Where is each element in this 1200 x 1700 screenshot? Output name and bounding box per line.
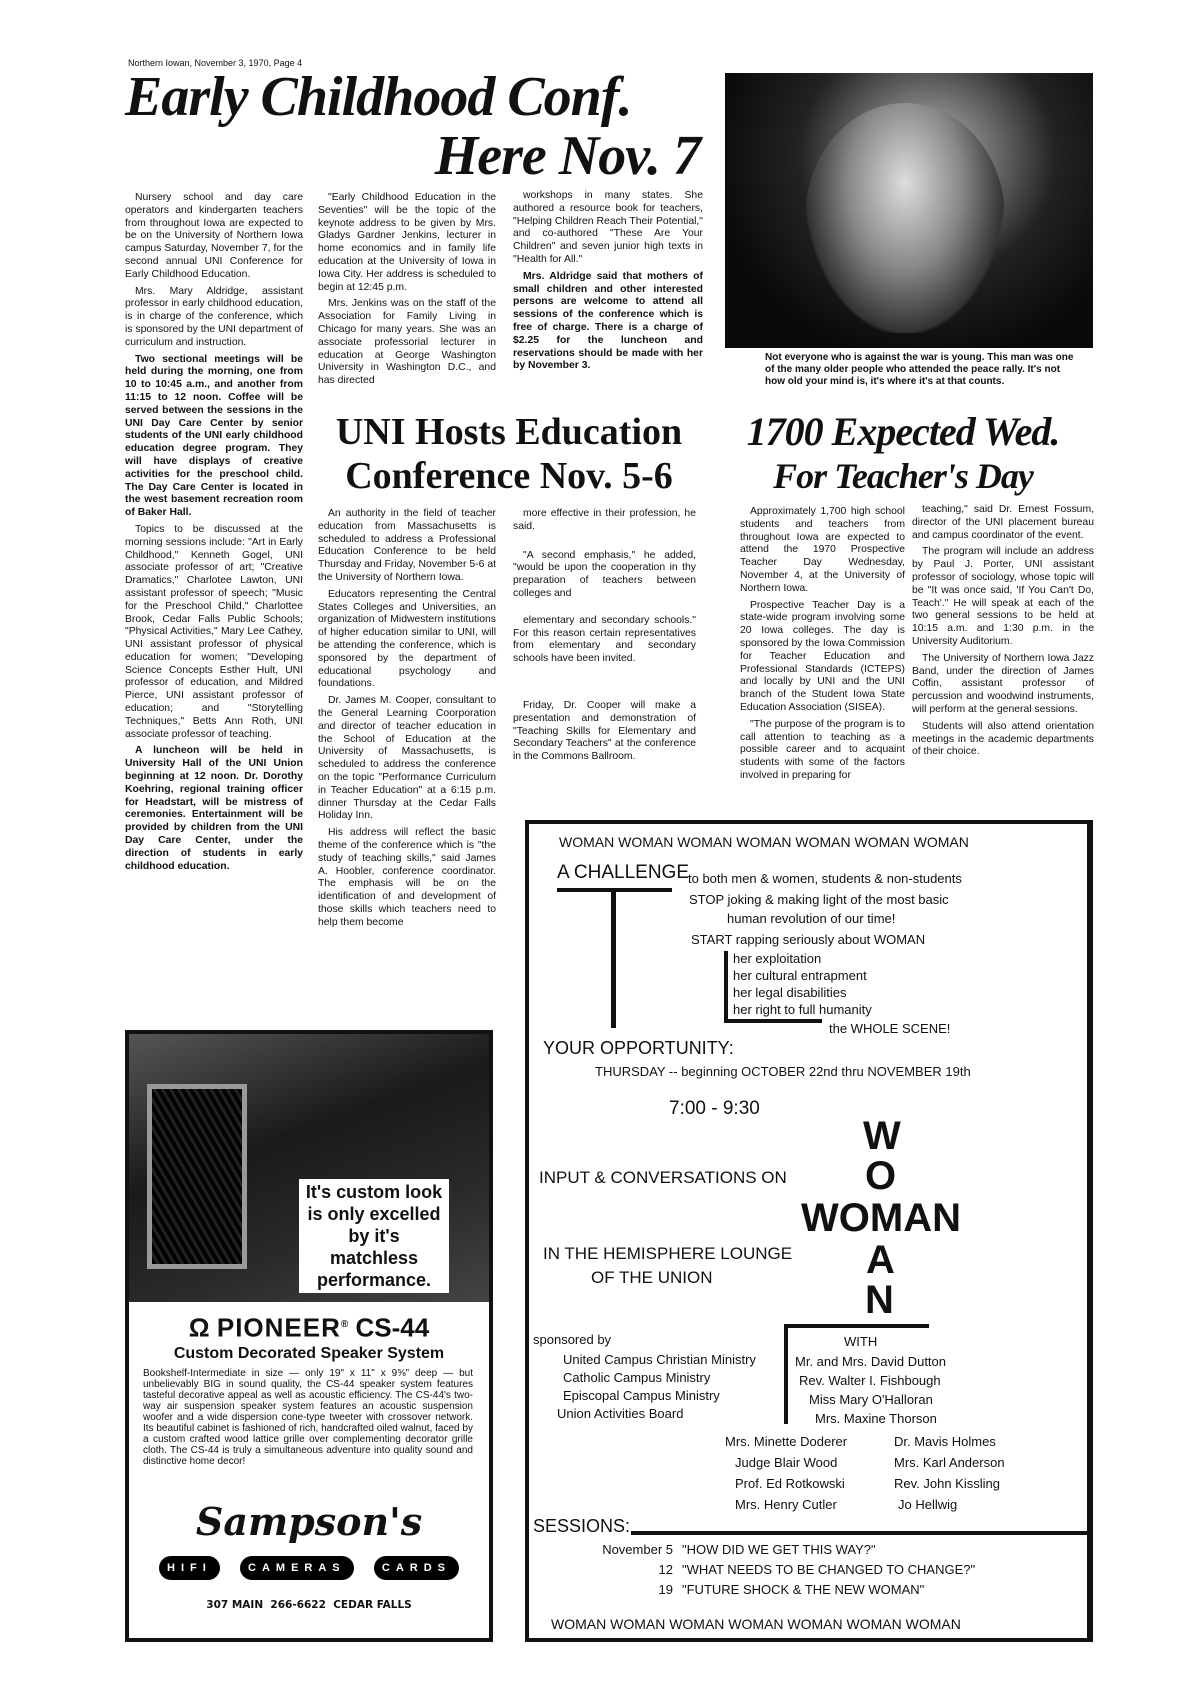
with-bracket-side: [784, 1324, 788, 1424]
headline-here-nov-7: Here Nov. 7: [434, 125, 700, 187]
photo-caption: Not everyone who is against the war is young. This man was one of the many older people who attended the peace rally. It's not how old your mind is, it's where it's at that counts.: [765, 352, 1074, 387]
bracket-horizontal: [724, 1019, 822, 1023]
headline-uni-hosts: [310, 410, 708, 498]
guest-name: Rev. John Kissling: [894, 1476, 1000, 1491]
with-bracket-top: [784, 1324, 929, 1328]
sessions-heading: SESSIONS:: [533, 1516, 631, 1536]
model-name: CS-44: [355, 1312, 430, 1343]
her-item: her exploitation: [733, 951, 822, 966]
woman-conversations-ad: [525, 820, 1093, 1642]
paragraph: Nursery school and day care operators and kindergarten teachers from throughout Iowa are expected to be on the University of Northern Iowa campus Saturday, November 7, for the second annual UNI Conference for Early Childhood Education.: [125, 192, 303, 280]
sponsored-by-label: sponsored by: [533, 1332, 612, 1347]
woman-banner-top: WOMAN WOMAN WOMAN WOMAN WOMAN WOMAN WOMAN: [559, 834, 969, 850]
paragraph: Dr. James M. Cooper, consultant to the General Learning Coorporation and director of teacher education in the School of Education at the University of Massachusetts, is scheduled to address the conference on the topic "Performance Curriculum in Teacher Education" at a 6:15 p.m. dinner Thursday at the Cedar Falls Holiday Inn.: [318, 695, 496, 822]
session-title: "FUTURE SHOCK & THE NEW WOMAN": [682, 1582, 925, 1597]
sampsons-logo: Sampson's: [195, 1499, 423, 1544]
paragraph: A luncheon will be held in University Hall of the UNI Union beginning at 12 noon. Dr. Dorothy Koehring, regional training officer for Headstart, will be mistress of ceremonies. Entertainment will be provided by children from the UNI Day Care Center, under the direction of students in early childhood education.: [125, 745, 303, 872]
paragraph: Students will also attend orientation meetings in the academic departments of their choice.: [912, 720, 1094, 758]
guest-name: Judge Blair Wood: [735, 1455, 838, 1470]
paragraph: more effective in their profession, he said.: [513, 508, 696, 532]
paragraph: Mrs. Mary Aldridge, assistant professor in early childhood education, is in charge of the conference, which is sponsored by the UNI department of curriculum and instruction.: [125, 285, 303, 348]
store-address: 307 MAIN 266-6622 CEDAR FALLS: [206, 1599, 412, 1611]
session-title: "HOW DID WE GET THIS WAY?": [682, 1542, 876, 1557]
headline-early-childhood: Early Childhood Conf.: [125, 66, 632, 128]
guest-name: Mrs. Minette Doderer: [725, 1434, 848, 1449]
your-opportunity-heading: YOUR OPPORTUNITY:: [543, 1038, 734, 1058]
early-childhood-column-1: [125, 192, 303, 877]
pioneer-omega-icon: Ω: [188, 1312, 217, 1343]
schedule-text: THURSDAY -- beginning OCTOBER 22nd thru NOVEMBER 19th: [595, 1064, 971, 1079]
sponsor: United Campus Christian Ministry: [563, 1352, 756, 1367]
vertical-letter: O: [865, 1154, 897, 1198]
location-line-2: OF THE UNION: [591, 1268, 713, 1287]
headline-line-2: Conference Nov. 5-6: [345, 455, 673, 497]
paragraph: Mrs. Aldridge said that mothers of small children and other interested persons are welcome to attend all sessions of the conference which is free of charge. There is a charge of $2.25 for the luncheon and reservations should be made with her by November 3.: [513, 270, 703, 372]
ad-body: Bookshelf-Intermediate in size — only 19" x 11" x 9⅝" deep — but unbelievably BIG in sound quality, the CS-44 speaker system features tasteful decorative appeal as well as acoustic efficiency. The CS-44's two-way air suspension speaker system features an acoustic suspension woofer and a wide dispersion cone-type tweeter with crossover network. Its beautiful cabinet is fashioned of rich, handcrafted oiled walnut, faced by a custom crafted wood lattice grille over complementing decorator grille cloth. The CS-44 is truly a simultaneous adventure into quality sound and distinctive home decor!: [143, 1368, 473, 1467]
vertical-letter: N: [865, 1278, 894, 1322]
pioneer-logo: Ω PIONEER® CS-44: [188, 1312, 430, 1343]
paragraph: Approximately 1,700 high school students and teachers from throughout Iowa are expected to attend the 1970 Prospective Teacher Day Wednesday, November 4, at the University of Northern Iowa.: [740, 506, 905, 594]
speaker-cabinet-image: [147, 1084, 247, 1269]
sessions-rule: [631, 1531, 1093, 1535]
paragraph: workshops in many states. She authored a resource book for teachers, "Helping Children Reach Their Potential," and co-authored "These Are Your Children" and seven junior high texts in "Health for All.": [513, 190, 703, 265]
paragraph: Educators representing the Central States Colleges and Universities, an organization of Midwestern institutions of higher education similar to UNI, will be attending the conference, which is sponsored by the department of educational psychology and foundations.: [318, 588, 496, 690]
paragraph: Mrs. Jenkins was on the staff of the Association for Family Living in Chicago for many years. She was an associate professorial lecturer in education at George Washington University in Washington D.C., and has directed: [318, 298, 496, 387]
paragraph: "A second emphasis," he added, "would be upon the cooperation in thy preparation of teachers between colleges and: [513, 549, 696, 599]
guest-name: Prof. Ed Rotkowski: [735, 1476, 845, 1491]
woman-banner-bottom: WOMAN WOMAN WOMAN WOMAN WOMAN WOMAN WOMAN: [551, 1616, 961, 1632]
teacher-column-1: [740, 506, 905, 787]
with-name: Rev. Walter I. Fishbough: [799, 1373, 941, 1388]
stop-text: STOP joking & making light of the most basic: [689, 892, 949, 907]
early-childhood-column-3: [513, 190, 703, 377]
brand-name: PIONEER: [216, 1312, 341, 1343]
peace-rally-photo: [725, 73, 1093, 348]
session-date: 12: [658, 1562, 673, 1577]
stop-text-2: human revolution of our time!: [727, 911, 896, 926]
speaker-photo: [129, 1034, 489, 1302]
older-man-figure: [805, 103, 1005, 333]
location-line-1: IN THE HEMISPHERE LOUNGE: [543, 1244, 793, 1263]
dateline: Northern Iowan, November 3, 1970, Page 4: [128, 58, 303, 68]
paragraph: An authority in the field of teacher education from Massachusetts is scheduled to address a Professional Education Conference to be held Thursday and Friday, November 5-6 at the University of Northern Iowa.: [318, 508, 496, 583]
sponsor: Union Activities Board: [557, 1406, 684, 1421]
her-item: her legal disabilities: [733, 985, 847, 1000]
vertical-letter: A: [866, 1238, 895, 1282]
paragraph: Friday, Dr. Cooper will make a presentation and demonstration of "Teaching Skills for Elementary and Secondary Teachers" at the conference in the Commons Ballroom.: [513, 699, 696, 763]
with-name: Miss Mary O'Halloran: [809, 1392, 933, 1407]
horizontal-woman: WOMAN: [801, 1196, 961, 1240]
sponsor: Catholic Campus Ministry: [563, 1370, 711, 1385]
paragraph: Topics to be discussed at the morning sessions include: "Art in Early Childhood," Kenneth Gogel, UNI associate professor of art; "Creative Dramatics," Charlotee Lawton, UNI assistant professor of speech; "Music for the Preschool Child," Charlottee Brook, Cedar Falls Public Schools; "Physical Activities," Mary Lee Cathey, UNI assistant professor of physical education for women; "Developing Science Concepts Esther Hult, UNI professor of education, and Mildred Pierce, UNI assistant professor of education; and "Storytelling Techniques," Betts Ann Roth, UNI associate professor of teaching.: [125, 523, 303, 740]
uni-column-1: [318, 508, 496, 934]
headline-line-1: UNI Hosts Education: [335, 411, 683, 453]
input-conversations-heading: INPUT & CONVERSATIONS ON: [539, 1168, 787, 1187]
with-name: Mrs. Maxine Thorson: [815, 1411, 937, 1426]
to-both-text: to both men & women, students & non-students: [688, 871, 962, 886]
time-text: 7:00 - 9:30: [669, 1098, 760, 1119]
whole-scene-text: the WHOLE SCENE!: [829, 1021, 951, 1036]
her-item: her cultural entrapment: [733, 968, 867, 983]
ad-tagline: It's custom look is only excelled by it's matchless performance.: [299, 1179, 449, 1293]
headline-line-1: 1700 Expected Wed.: [746, 409, 1060, 454]
session-date: November 5: [602, 1542, 673, 1557]
session-date: 19: [658, 1582, 673, 1597]
start-text: START rapping seriously about WOMAN: [691, 932, 926, 947]
paragraph: His address will reflect the basic theme of the conference which is "the study of teaching skills," said James A. Hoobler, conference coordinator. The emphasis will be on the identification of and development of those skills which teachers need to help them become: [318, 827, 496, 928]
her-item: her right to full humanity: [733, 1002, 872, 1017]
t-bar-vertical: [611, 888, 616, 1028]
paragraph: The program will include an address by Paul J. Porter, UNI assistant professor of sociology, whose topic will be "It was once said, 'If You Can't Do, Teach'." He will speak at each of the two general sessions to be held at 10:15 a.m. and 1:30 p.m. in the University Auditorium.: [912, 546, 1094, 647]
paragraph: teaching," said Dr. Ernest Fossum, director of the UNI placement bureau and campus coordinator of the event.: [912, 504, 1094, 541]
sponsor: Episcopal Campus Ministry: [563, 1388, 720, 1403]
paragraph: "Early Childhood Education in the Seventies" will be the topic of the keynote address to be given by Mrs. Gladys Gardner Jenkins, lecturer in home economics and in family life education at the University of Iowa in Iowa City. Her address is scheduled to begin at 12:45 p.m.: [318, 192, 496, 293]
vertical-letter: W: [863, 1114, 901, 1158]
guest-name: Dr. Mavis Holmes: [894, 1434, 996, 1449]
guest-name: Mrs. Karl Anderson: [894, 1455, 1005, 1470]
paragraph: elementary and secondary schools." For this reason certain representatives from elementary and secondary schools have been invited.: [513, 614, 696, 665]
headline-teachers-day: [708, 410, 1098, 498]
paragraph: The University of Northern Iowa Jazz Band, under the direction of James Coffin, assistant professor of percussion and woodwind instruments, will perform at the general sessions.: [912, 652, 1094, 715]
department-cameras: CAMERAS: [240, 1556, 354, 1580]
store-departments: [159, 1556, 459, 1580]
headline-line-2: For Teacher's Day: [773, 456, 1033, 496]
pioneer-speaker-ad: [125, 1030, 493, 1642]
ad-subtitle: Custom Decorated Speaker System: [173, 1345, 445, 1362]
teacher-column-2: [912, 504, 1094, 763]
guest-name: Jo Hellwig: [898, 1497, 958, 1512]
paragraph: "The purpose of the program is to call attention to teaching as a possible career and to acquaint students with some of the factors involved in preparing for: [740, 718, 905, 781]
department-hifi: HIFI: [159, 1556, 220, 1580]
session-title: "WHAT NEEDS TO BE CHANGED TO CHANGE?": [682, 1562, 976, 1577]
bracket-vertical: [724, 951, 728, 1023]
guest-name: Mrs. Henry Cutler: [735, 1497, 837, 1512]
a-challenge-heading: A CHALLENGE: [557, 862, 689, 883]
with-label: WITH: [844, 1334, 878, 1349]
paragraph: Two sectional meetings will be held during the morning, one from 10 to 10:45 a.m., and another from 11:15 to 12 noon. Coffee will be served between the sessions in the UNI Day Care Center by senior students of the UNI early childhood education degree program. They will have displays of creative activities for the preschool child. The Day Care Center is located in the west basement recreation room of Baker Hall.: [125, 353, 303, 519]
with-name: Mr. and Mrs. David Dutton: [795, 1354, 946, 1369]
early-childhood-column-2: [318, 192, 496, 392]
department-cards: CARDS: [374, 1556, 459, 1580]
uni-column-2: [513, 508, 696, 768]
paragraph: Prospective Teacher Day is a state-wide program involving some 20 Iowa colleges. The day is sponsored by the Iowa Commission for Teacher Education and Professional Standards (ICTEPS) and locally by UNI and the UNI branch of the Student Iowa State Education Association (SISEA).: [740, 599, 905, 713]
